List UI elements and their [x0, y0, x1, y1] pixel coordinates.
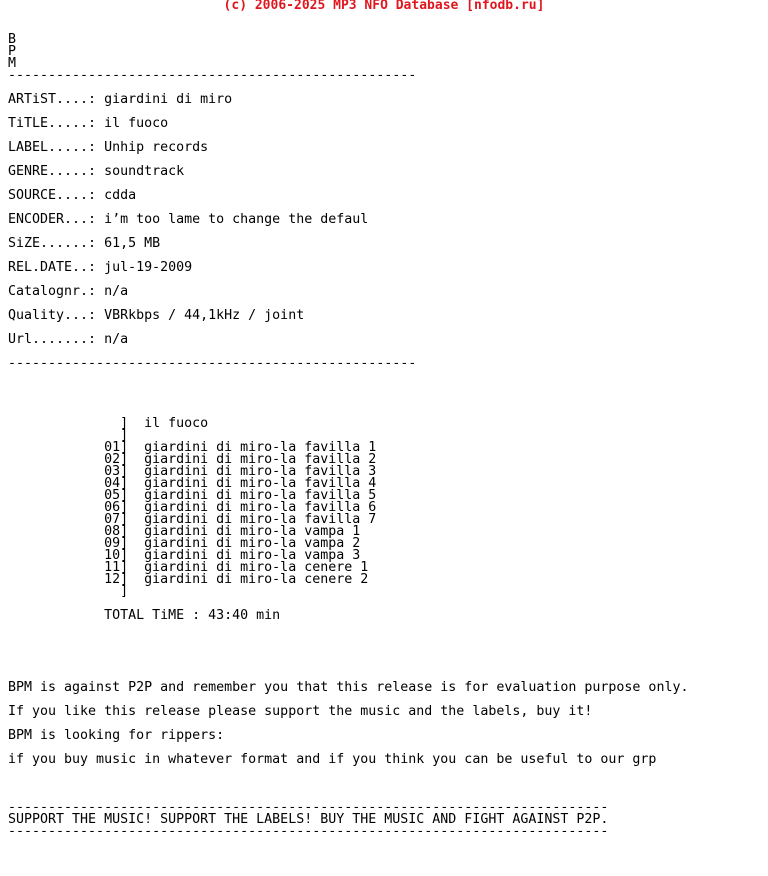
site-header: (c) 2006-2025 MP3 NFO Database [nfodb.ru] — [223, 0, 545, 13]
nfo-line: --------------------------------------------------- — [8, 356, 417, 371]
nfo-line: ENCODER...: i’m too lame to change the defaul — [8, 212, 369, 227]
nfo-line: BPM is looking for rippers: — [8, 728, 225, 743]
nfo-line — [8, 634, 688, 646]
nfo-line: SOURCE....: cdda — [8, 188, 137, 203]
nfo-line — [8, 766, 688, 778]
nfo-line: --------------------------------------------------- — [8, 68, 417, 83]
nfo-line: 03] giardini di miro-la favilla 3 — [8, 464, 377, 479]
nfo-line — [8, 382, 688, 394]
nfo-line: ] — [8, 428, 129, 443]
nfo-line: 10] giardini di miro-la vampa 3 — [8, 548, 361, 563]
nfo-line: TiTLE.....: il fuoco — [8, 116, 169, 131]
nfo-line: 12] giardini di miro-la cenere 2 — [8, 572, 369, 587]
nfo-line: SUPPORT THE MUSIC! SUPPORT THE LABELS! BUY THE MUSIC AND FIGHT AGAINST P2P. — [8, 812, 609, 827]
nfo-line — [8, 658, 688, 670]
nfo-line: 02] giardini di miro-la favilla 2 — [8, 452, 377, 467]
nfo-line: 08] giardini di miro-la vampa 1 — [8, 524, 361, 539]
nfo-line: REL.DATE..: jul-19-2009 — [8, 260, 193, 275]
nfo-line — [8, 622, 688, 634]
nfo-line: 09] giardini di miro-la vampa 2 — [8, 536, 361, 551]
nfo-line — [8, 394, 688, 406]
nfo-line: 01] giardini di miro-la favilla 1 — [8, 440, 377, 455]
nfo-line: Quality...: VBRkbps / 44,1kHz / joint — [8, 308, 305, 323]
nfo-line — [8, 778, 688, 790]
nfo-line: if you buy music in whatever format and if you think you can be useful to our grp — [8, 752, 657, 767]
nfo-line — [8, 646, 688, 658]
nfo-line: SiZE......: 61,5 MB — [8, 236, 161, 251]
nfo-line: --------------------------------------------------------------------------- — [8, 800, 609, 815]
nfo-line: B — [8, 32, 17, 47]
nfo-line: LABEL.....: Unhip records — [8, 140, 209, 155]
nfo-line: Catalognr.: n/a — [8, 284, 129, 299]
nfo-line: ] il fuoco — [8, 416, 209, 431]
nfo-line: 07] giardini di miro-la favilla 7 — [8, 512, 377, 527]
nfo-line: ] — [8, 584, 129, 599]
nfo-line: If you like this release please support the music and the labels, buy it! — [8, 704, 593, 719]
nfo-line: BPM is against P2P and remember you that this release is for evaluation purpose only. — [8, 680, 689, 695]
nfo-line: --------------------------------------------------------------------------- — [8, 824, 609, 839]
nfo-content — [8, 34, 688, 838]
nfo-line: P — [8, 44, 17, 59]
nfo-line: 11] giardini di miro-la cenere 1 — [8, 560, 369, 575]
nfo-line: Url.......: n/a — [8, 332, 129, 347]
nfo-line — [8, 370, 688, 382]
nfo-line: 04] giardini di miro-la favilla 4 — [8, 476, 377, 491]
nfo-line: TOTAL TiME : 43:40 min — [8, 608, 281, 623]
nfo-line: GENRE.....: soundtrack — [8, 164, 185, 179]
nfo-line: M — [8, 56, 17, 71]
nfo-line: 05] giardini di miro-la favilla 5 — [8, 488, 377, 503]
nfo-line: ARTiST....: giardini di miro — [8, 92, 233, 107]
nfo-line: 06] giardini di miro-la favilla 6 — [8, 500, 377, 515]
